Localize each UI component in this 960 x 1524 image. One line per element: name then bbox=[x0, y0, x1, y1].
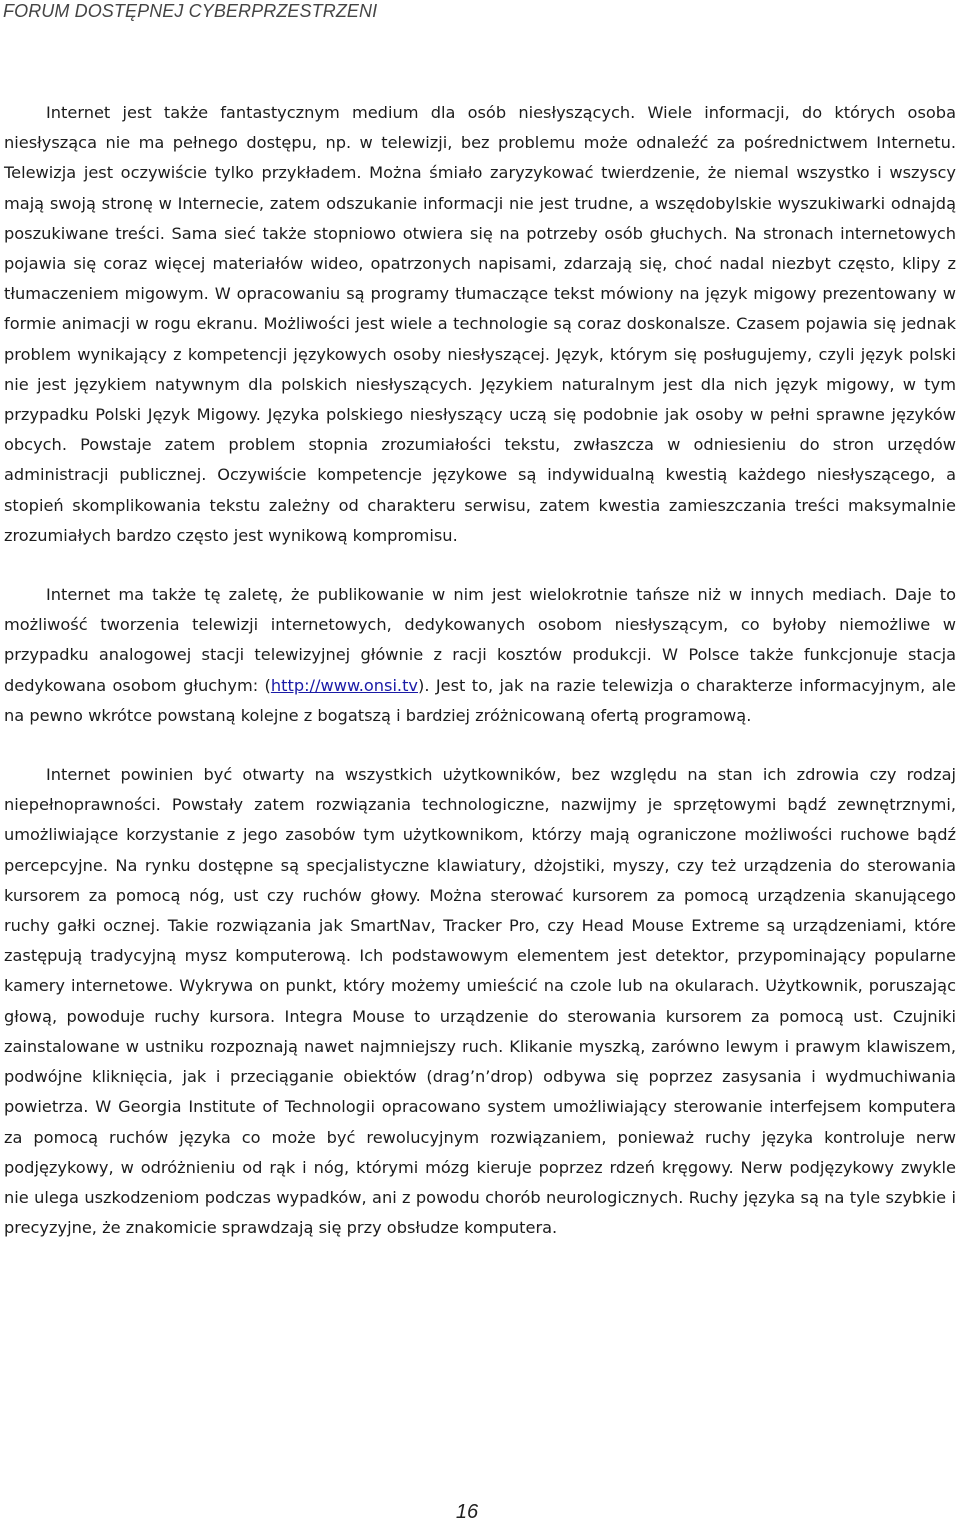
paragraph-assistive-hardware: Internet powinien być otwarty na wszystkich użytkowników, bez względu na stan ich zdrowia czy rodzaj niepełnoprawności. Powstały zatem rozwiązania technologiczne, nazwijmy je sprzętowymi bądź zewnętrznymi, umożliwiające korzystanie z jego zasobów tym użytkownikom, którzy mają ograniczone możliwości ruchowe bądź percepcyjne. Na rynku dostępne są specjalistyczne klawiatury, dżojstiki, myszy, czy też urządzenia do sterowania kursorem za pomocą nóg, ust czy ruchów głowy. Można sterować kursorem za pomocą urządzenia skanującego ruchy gałki ocznej. Takie rozwiązania jak SmartNav, Tracker Pro, czy Head Mouse Extreme są urządzeniami, które zastępują tradycyjną mysz komputerową. Ich podstawowym elementem jest detektor, przypominający popularne kamery internetowe. Wykrywa on punkt, który możemy umieścić na czole lub na okularach. Użytkownik, poruszając głową, powoduje ruchy kursora. Integra Mouse to urządzenie do sterowania kursorem za pomocą ust. Czujniki zainstalowane w ustniku rozpoznają nawet najmniejszy ruch. Klikanie myszką, zarówno lewym i prawym klawiszem, podwójne kliknięcia, jak i przeciąganie obiektów (drag’n’drop) odbywa się poprzez zasysania i wydmuchiwania powietrza. W Georgia Institute of Technologii opracowano system umożliwiający sterowanie interfejsem komputera za pomocą ruchów języka co może być rewolucyjnym rozwiązaniem, ponieważ ruchy języka kontroluje nerw podjęzykowy, w odróżnieniu od rąk i nóg, którymi mózg kieruje poprzez rdzeń kręgowy. Nerw podjęzykowy zwykle nie ulega uszkodzeniom podczas wypadków, ani z powodu chorób neurologicznych. Ruchy języka są na tyle szybkie i precyzyjne, że znakomicie sprawdzają się przy obsłudze komputera. bbox=[4, 765, 956, 1238]
running-header: FORUM DOSTĘPNEJ CYBERPRZESTRZENI bbox=[3, 1, 378, 21]
paragraph-internet-tv-text-end: ). Jest to, jak na razie telewizja o charakterze informacyjnym, ale na pewno wkrótce powstaną kolejne z bogatszą i bardziej zróżnicowaną ofertą programową. bbox=[4, 675, 956, 725]
body-text bbox=[4, 98, 956, 1243]
page-number: 16 bbox=[455, 1501, 479, 1523]
paragraph-internet-tv-text-start: Internet ma także tę zaletę, że publikowanie w nim jest wielokrotnie tańsze niż w innych mediach. Daje to możliwość tworzenia telewizji internetowych, dedykowanych osobom niesłyszącym, co byłoby niemożliwe w przypadku analogowej stacji telewizyjnej głównie z racji kosztów produkcji. W Polsce także funkcjonuje stacja dedykowana osobom głuchym: ( bbox=[4, 585, 956, 695]
paragraph-deaf-users: Internet jest także fantastycznym medium dla osób niesłyszących. Wiele informacji, do których osoba niesłysząca nie ma pełnego dostępu, np. w telewizji, bez problemu może odnaleźć za pośrednictwem Internetu. Telewizja jest oczywiście tylko przykładem. Można śmiało zaryzykować twierdzenie, że niemal wszystko i wszyscy mają swoją stronę w Internecie, zatem odszukanie informacji nie jest trudne, a wszędobylskie wyszukiwarki odnajdą poszukiwane treści. Sama sieć także stopniowo otwiera się na potrzeby osób głuchych. Na stronach internetowych pojawia się coraz więcej materiałów wideo, opatrzonych napisami, zdarzają się, choć nadal niezbyt często, klipy z tłumaczeniem migowym. W opracowaniu są programy tłumaczące tekst mówiony na język migowy prezentowany w formie animacji w rogu ekranu. Możliwości jest wiele a technologie są coraz doskonalsze. Czasem pojawia się jednak problem wynikający z kompetencji językowych osoby niesłyszącej. Język, którym się posługujemy, czyli język polski nie jest językiem natywnym dla polskich niesłyszących. Językiem naturalnym jest dla nich język migowy, w tym przypadku Polski Język Migowy. Języka polskiego niesłyszący uczą się podobnie jak osoby w pełni sprawne języków obcych. Powstaje zatem problem stopnia zrozumiałości tekstu, zwłaszcza w odniesieniu do stron urzędów administracji publicznej. Oczywiście kompetencje językowe są indywidualną kwestią każdego niesłyszącego, a stopień skomplikowania tekstu zależny od charakteru serwisu, zatem kwestia zamieszczania treści maksymalnie zrozumiałych bardzo często jest wynikową kompromisu. bbox=[4, 103, 956, 545]
onsi-tv-link[interactable]: http://www.onsi.tv bbox=[270, 675, 419, 695]
paragraph-internet-tv bbox=[4, 580, 956, 731]
